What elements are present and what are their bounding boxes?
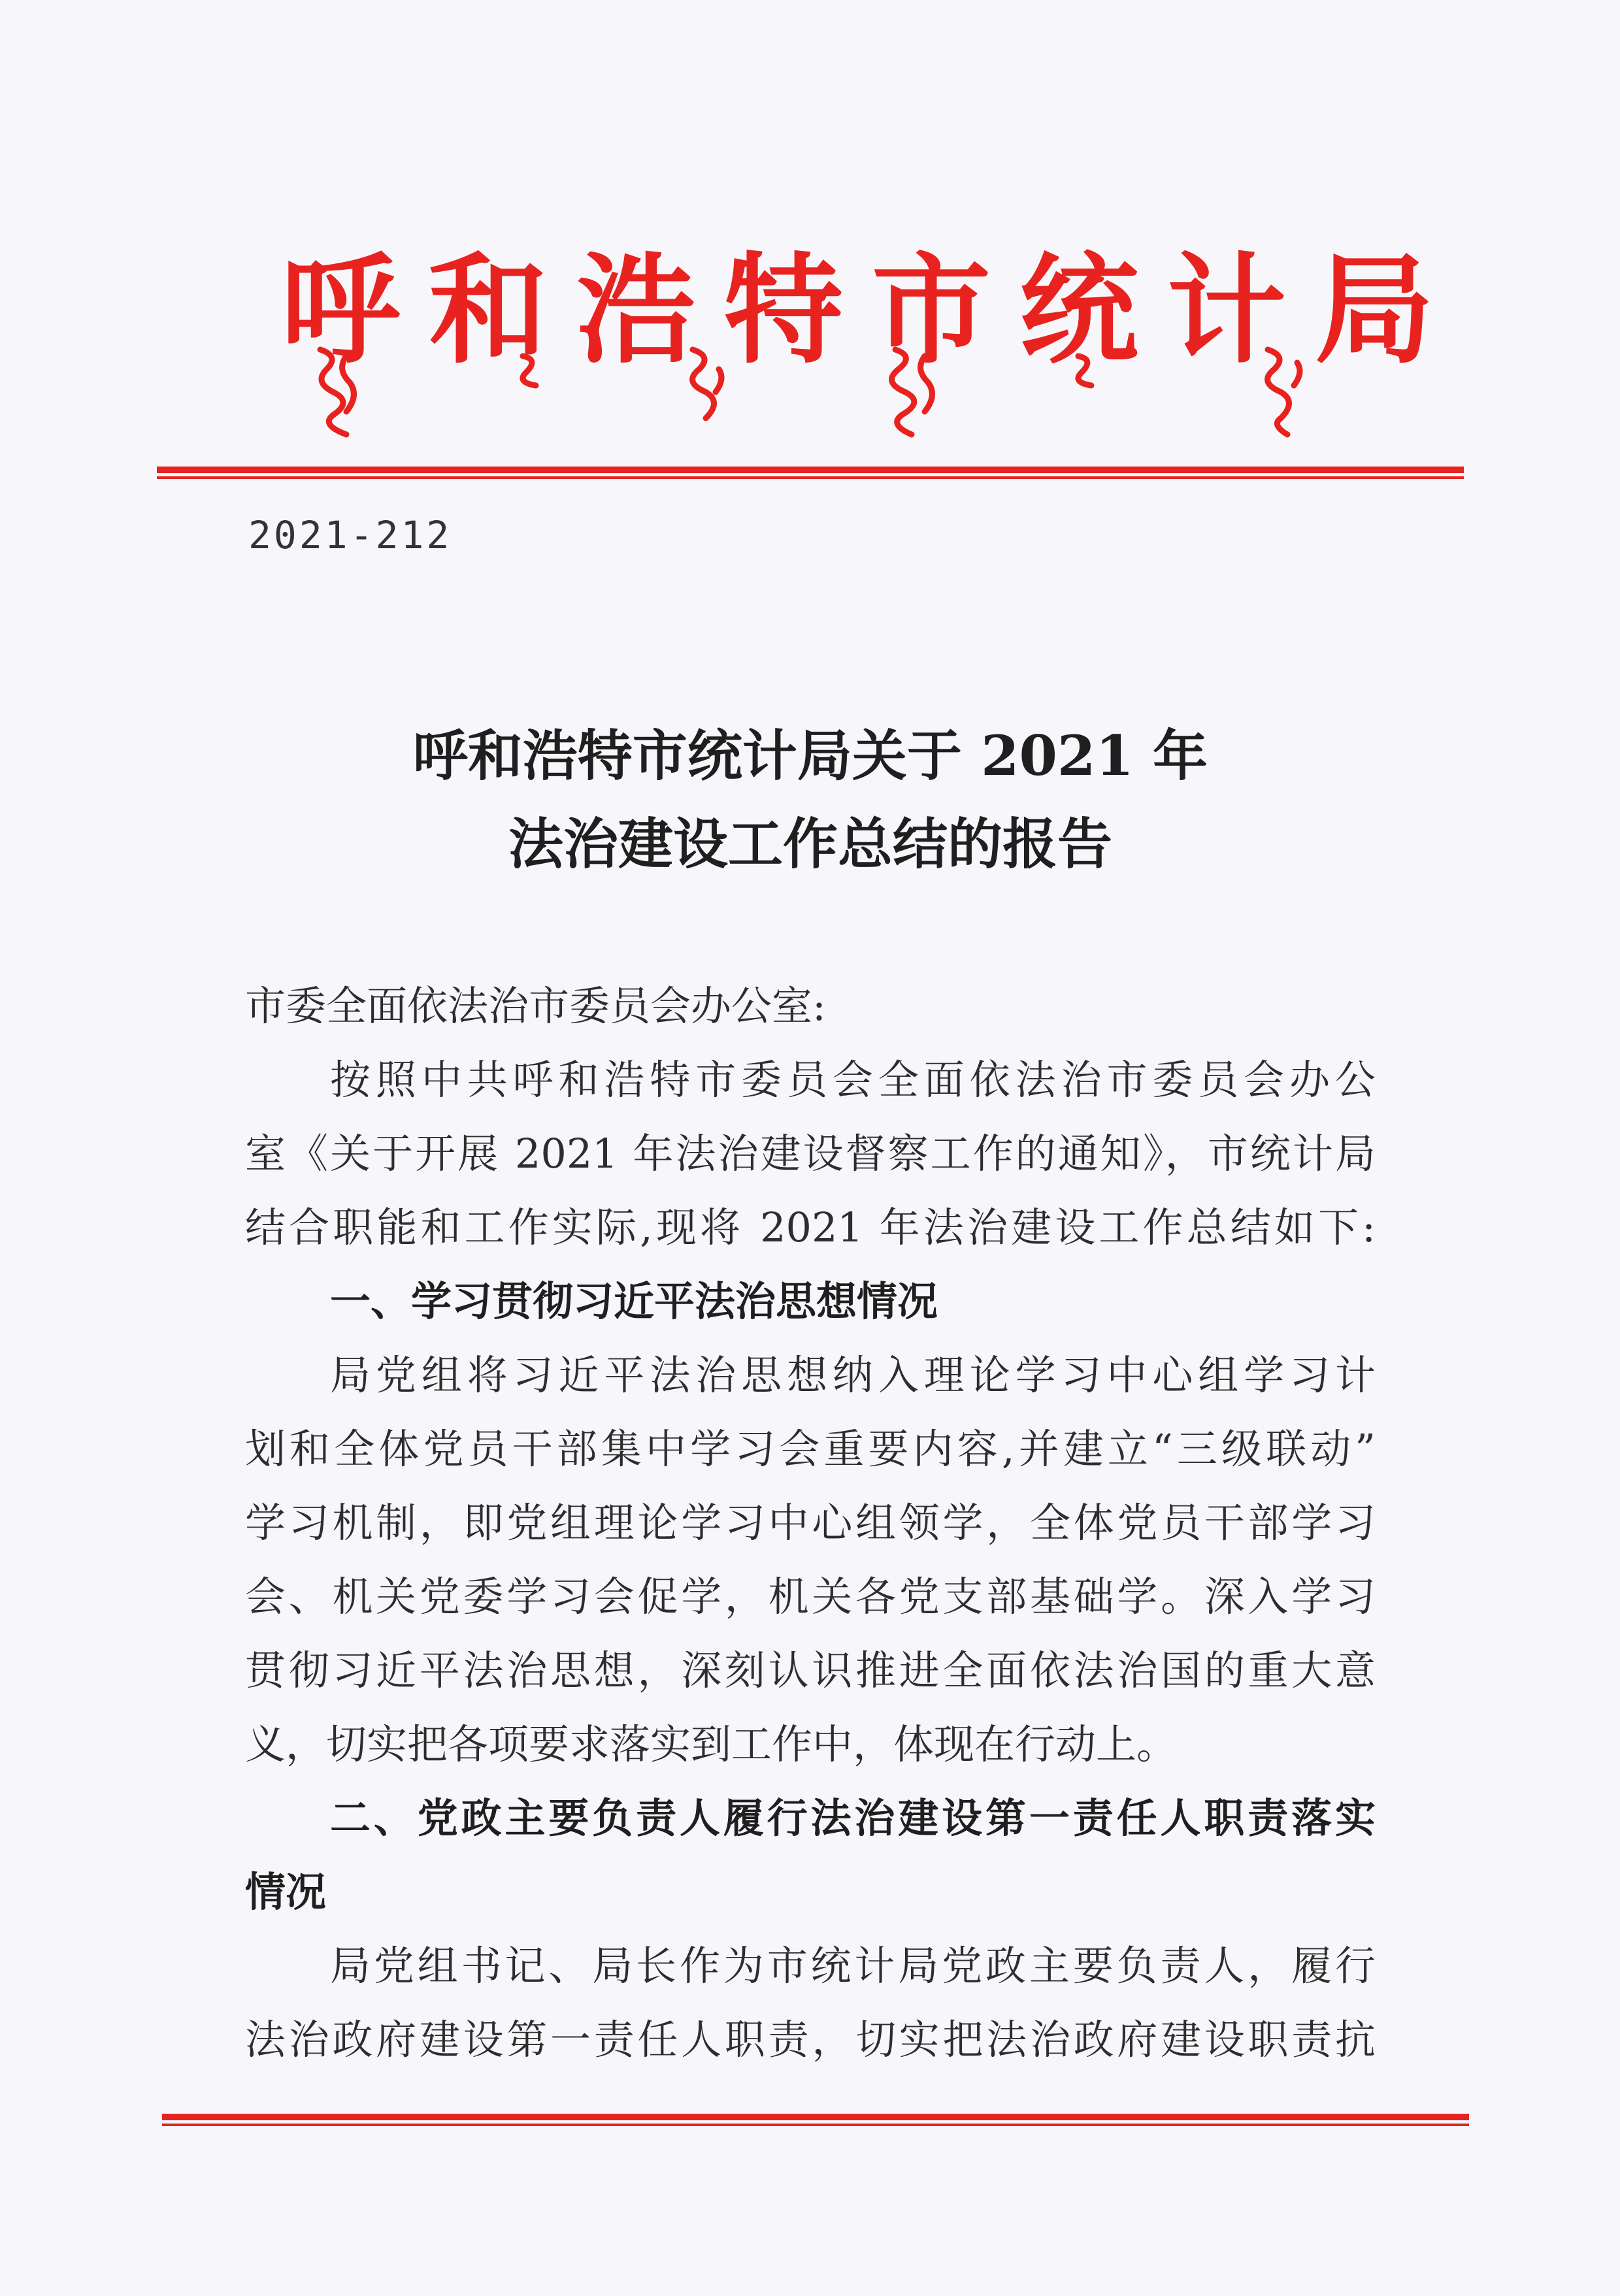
- section-1-line-2: 划和全体党员干部集中学习会重要内容,并建立“三级联动”: [245, 1425, 1376, 1473]
- section-1-line-5: 贯彻习近平法治思想，深刻认识推进全面依法治国的重大意: [245, 1647, 1376, 1694]
- intro-line-2: 室《关于开展 2021 年法治建设督察工作的通知》，市统计局: [245, 1130, 1376, 1177]
- intro-line-1: 按照中共呼和浩特市委员会全面依法治市委员会办公: [330, 1056, 1376, 1104]
- letterhead-org-name: 呼和浩特市统计局: [281, 240, 1463, 380]
- report-title-line-1: 呼和浩特市统计局关于 2021 年: [412, 723, 1208, 788]
- letterhead-top-rule: [157, 467, 1464, 484]
- page-bottom-rule: [162, 2114, 1469, 2131]
- mongolian-script-emblem: [307, 343, 1327, 441]
- document-number: 2021-212: [248, 513, 452, 557]
- intro-line-3: 结合职能和工作实际,现将 2021 年法治建设工作总结如下:: [245, 1204, 1376, 1251]
- section-1-heading: 一、学习贯彻习近平法治思想情况: [330, 1277, 938, 1325]
- section-1-line-4: 会、机关党委学习会促学，机关各党支部基础学。深入学习: [245, 1573, 1376, 1620]
- section-2-heading-line-1: 二、党政主要负责人履行法治建设第一责任人职责落实: [330, 1794, 1376, 1842]
- section-2-line-2: 法治政府建设第一责任人职责，切实把法治政府建设职责抗: [245, 2016, 1376, 2063]
- section-2-heading-line-2: 情况: [245, 1868, 327, 1916]
- section-1-line-3: 学习机制，即党组理论学习中心组领学，全体党员干部学习: [245, 1499, 1376, 1547]
- section-1-line-1: 局党组将习近平法治思想纳入理论学习中心组学习计: [330, 1351, 1376, 1399]
- section-2-line-1: 局党组书记、局长作为市统计局党政主要负责人，履行: [330, 1942, 1376, 1990]
- report-title-line-2: 法治建设工作总结的报告: [508, 812, 1112, 876]
- addressee: 市委全面依法治市委员会办公室:: [245, 982, 826, 1030]
- section-1-line-6: 义，切实把各项要求落实到工作中，体现在行动上。: [245, 1720, 1178, 1768]
